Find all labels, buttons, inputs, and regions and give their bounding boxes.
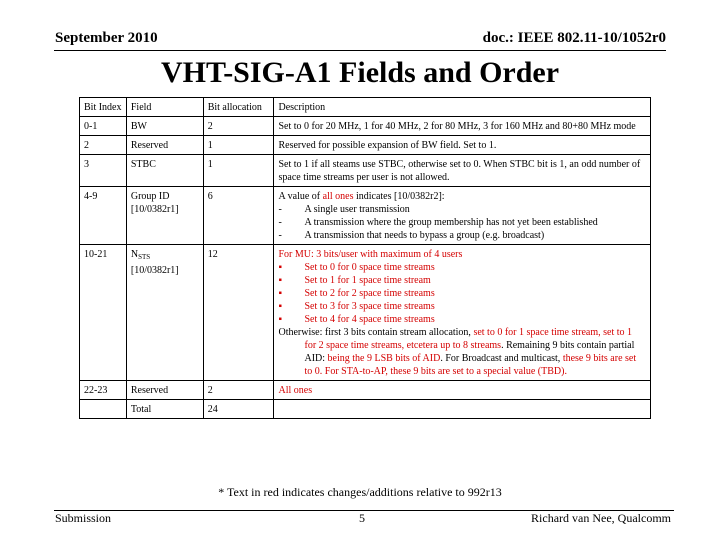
footer-author: Richard van Nee, Qualcomm: [531, 511, 671, 525]
slide-title: VHT-SIG-A1 Fields and Order: [160, 56, 560, 89]
list-item: - A single user transmission: [278, 204, 410, 215]
list-item: - A transmission where the group membership has not yet been established: [278, 217, 598, 228]
list-item: ▪ Set to 3 for 3 space time streams: [278, 301, 435, 312]
cell-alloc: 2: [203, 117, 274, 136]
cell-desc: [274, 400, 651, 419]
cell-field: Reserved: [126, 381, 203, 400]
cell-desc: [274, 245, 651, 381]
table-row: [80, 187, 651, 245]
cell-alloc: 6: [203, 187, 274, 245]
col-header-description: Description: [274, 98, 651, 117]
header-date: September 2010: [55, 30, 158, 46]
cell-field: Total: [126, 400, 203, 419]
cell-alloc: 12: [203, 245, 274, 381]
col-header-field: Field: [126, 98, 203, 117]
cell-desc: Reserved for possible expansion of BW field. Set to 1.: [274, 136, 651, 155]
cell-bit: [80, 400, 127, 419]
cell-alloc: 2: [203, 381, 274, 400]
header-doc-id: doc.: IEEE 802.11-10/1052r0: [482, 30, 666, 46]
table-row: [80, 117, 651, 136]
table-row: [80, 136, 651, 155]
cell-bit: 22-23: [80, 381, 127, 400]
cell-bit: 0-1: [80, 117, 127, 136]
cell-desc: All ones: [274, 381, 651, 400]
cell-field: Reserved: [126, 136, 203, 155]
col-header-bit-index: Bit Index: [80, 98, 127, 117]
cell-bit: 2: [80, 136, 127, 155]
cell-bit: 3: [80, 155, 127, 187]
cell-alloc: 1: [203, 136, 274, 155]
list-item: ▪ Set to 1 for 1 space time stream: [278, 275, 431, 286]
cell-field: $N_{STS}$ [10/0382r1]: [126, 245, 203, 381]
table-header-row: [80, 98, 651, 117]
col-header-bit-allocation: Bit allocation: [203, 98, 274, 117]
fields-table: [79, 97, 651, 419]
header-rule: [54, 50, 666, 51]
otherwise-paragraph: Otherwise: first 3 bits contain stream allocation, set to 0 for 1 space time stream, set to 1 for 2 space time streams, etcetera up to 8 streams. Remaining 9 bits contain partial AID: being the 9 LSB bits of AID. For Broadcast and multicast, these 9 bits are set to 0. For STA-to-AP, these 9 bits are set to a special value (TBD).: [278, 327, 637, 377]
footer-submission: Submission: [55, 511, 112, 525]
table-row-total: [80, 400, 651, 419]
cell-alloc: 24: [203, 400, 274, 419]
footnote: * Text in red indicates changes/additions relative to 992r13: [218, 485, 502, 499]
cell-alloc: 1: [203, 155, 274, 187]
list-item: ▪ Set to 0 for 0 space time streams: [278, 262, 435, 273]
cell-bit: 10-21: [80, 245, 127, 381]
cell-desc: Set to 0 for 20 MHz, 1 for 40 MHz, 2 for 80 MHz, 3 for 160 MHz and 80+80 MHz mode: [274, 117, 651, 136]
table-row: [80, 381, 651, 400]
page-number: 5: [359, 511, 365, 525]
table-row: [80, 245, 651, 381]
cell-field: STBC: [126, 155, 203, 187]
cell-desc: [274, 187, 651, 245]
cell-field: BW: [126, 117, 203, 136]
cell-field: Group ID [10/0382r1]: [126, 187, 203, 245]
group-id-intro: A value of all ones indicates [10/0382r2]:: [278, 191, 445, 202]
list-item: ▪ Set to 4 for 4 space time streams: [278, 314, 435, 325]
cell-desc: Set to 1 if all steams use STBC, otherwise set to 0. When STBC bit is 1, an odd number of space time streams per user is not allowed.: [274, 155, 651, 187]
table-row: [80, 155, 651, 187]
cell-bit: 4-9: [80, 187, 127, 245]
list-item: - A transmission that needs to bypass a group (e.g. broadcast): [278, 230, 545, 241]
mu-intro: For MU: 3 bits/user with maximum of 4 users: [278, 249, 463, 260]
list-item: ▪ Set to 2 for 2 space time streams: [278, 288, 435, 299]
